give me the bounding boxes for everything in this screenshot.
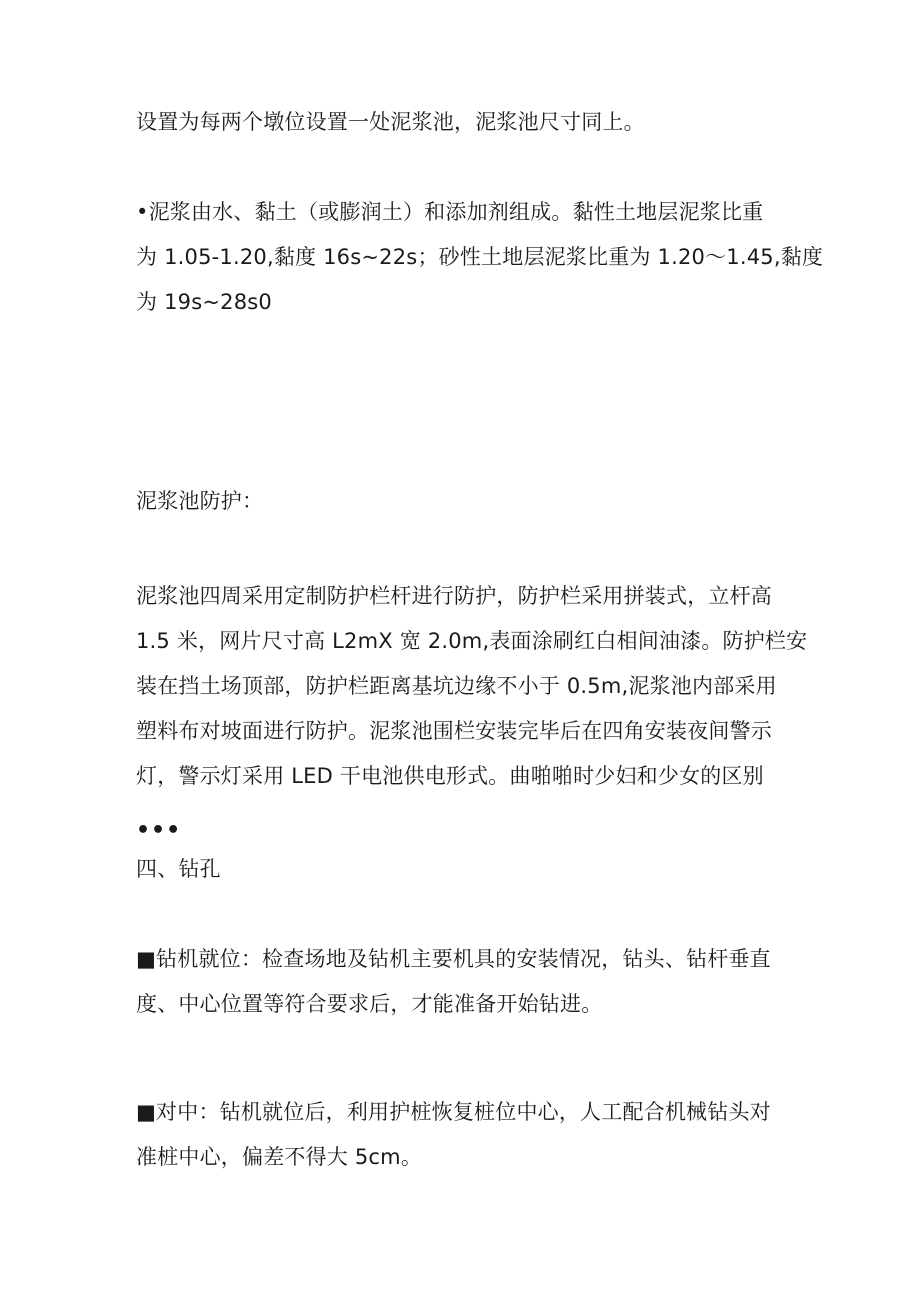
text-line: 装在挡土场顶部，防护栏距离基坑边缘不小于 0.5m,泥浆池内部采用 xyxy=(136,674,777,698)
text-line: 度、中心位置等符合要求后，才能准备开始钻进。 xyxy=(136,992,603,1016)
text-line: ■钻机就位：检查场地及钻机主要机具的安装情况，钻头、钻杆垂直 xyxy=(136,947,771,971)
text-line: 为 1.05-1.20,黏度 16s~22s；砂性土地层泥浆比重为 1.20～1.45,黏度 xyxy=(136,245,824,269)
heading-drilling xyxy=(136,847,796,892)
paragraph-centering xyxy=(136,1090,796,1180)
paragraph-slurry-composition xyxy=(136,190,824,325)
text-line: ■对中：钻机就位后，利用护桩恢复桩位中心，人工配合机械钻头对 xyxy=(136,1100,771,1124)
ellipsis-marker: ••• xyxy=(136,818,182,843)
text-line: 为 19s~28s0 xyxy=(136,290,272,314)
text-line: 塑料布对坡面进行防护。泥浆池围栏安装完毕后在四角安装夜间警示 xyxy=(136,719,772,743)
text-line: •泥浆由水、黏土（或膨润土）和添加剂组成。黏性土地层泥浆比重 xyxy=(136,200,764,224)
text-line: 灯，警示灯采用 LED 干电池供电形式。曲啪啪时少妇和少女的区别 xyxy=(136,764,764,788)
text-line: 四、钻孔 xyxy=(136,857,221,881)
text-line: 泥浆池防护： xyxy=(136,489,264,513)
paragraph-protection-details xyxy=(136,574,808,799)
heading-slurry-pool-protection xyxy=(136,479,796,524)
text-line: 泥浆池四周采用定制防护栏杆进行防护，防护栏采用拼装式，立杆高 xyxy=(136,584,772,608)
text-line: 设置为每两个墩位设置一处泥浆池，泥浆池尺寸同上。 xyxy=(136,110,645,134)
text-line: 准桩中心，偏差不得大 5cm。 xyxy=(136,1145,423,1169)
paragraph-drill-positioning xyxy=(136,937,796,1027)
paragraph-slurry-pool-setup xyxy=(136,100,796,145)
text-line: 1.5 米，网片尺寸高 L2mX 宽 2.0m,表面涂刷红白相间油漆。防护栏安 xyxy=(136,629,808,653)
